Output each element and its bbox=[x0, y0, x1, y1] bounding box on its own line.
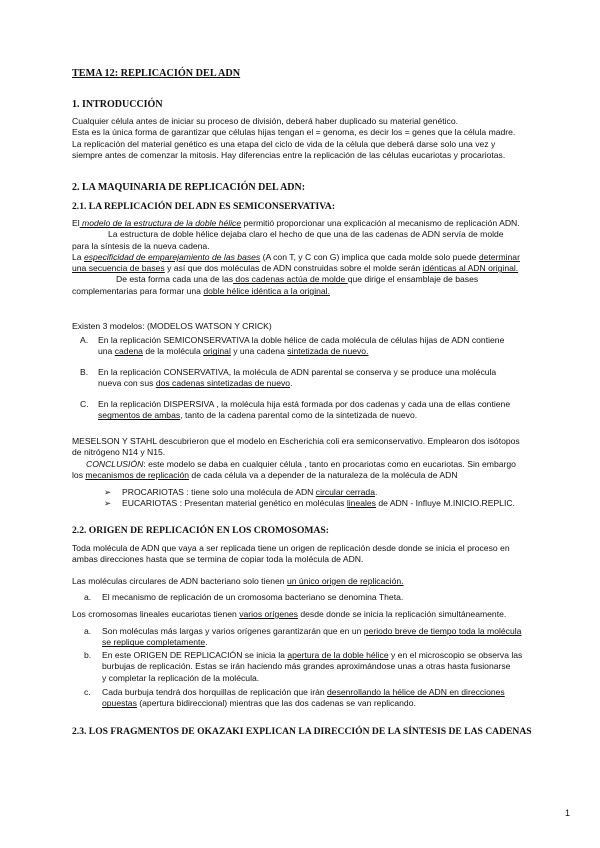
section-1-heading: 1. INTRODUCCIÓN bbox=[72, 99, 163, 110]
paragraph-line: una secuencia de bases y así que dos moléculas de ADN construidas sobre el molde serán idénticas al ADN original. bbox=[72, 263, 519, 274]
meselson-paragraph: MESELSON Y STAHL descubrieron que el modelo en Escherichia coli era semiconservativo. Emplearon dos isótopos de nitrógeno N14 y N15. CONCLUSIÓN: este modelo se daba en cualquier célula , tanto en procariotas como en eucariotas. Sin embargo los mecanismos de replicación de cada célula va a depender de la naturaleza de la molécula de ADN bbox=[72, 436, 520, 480]
document-title: TEMA 12: REPLICACIÓN DEL ADN bbox=[72, 68, 241, 79]
origin-item-c: c. Cada burbuja tendrá dos horquillas de replicación que irán desenrollando la hélice de ADN en direcciones opuestas (apertura bidireccional) mientras que las dos cadenas se van replicando. bbox=[84, 687, 505, 709]
section-2-3-heading: 2.3. LOS FRAGMENTOS DE OKAZAKI EXPLICAN LA DIRECCIÓN DE LA SÍNTESIS DE LAS CADENAS bbox=[72, 726, 532, 737]
page-number: 1 bbox=[564, 808, 570, 818]
paragraph-line: para la síntesis de la nueva cadena. bbox=[72, 240, 210, 251]
paragraph-line: complementarias para formar una doble hélice idéntica a la original. bbox=[72, 285, 330, 296]
intro-line: Cualquier célula antes de iniciar su proceso de división, deberá haber duplicado su material genético. bbox=[72, 116, 458, 126]
section-2-1-heading: 2.1. LA REPLICACIÓN DEL ADN ES SEMICONSERVATIVA: bbox=[72, 201, 336, 212]
paragraph-line: El modelo de la estructura de la doble hélice permitió proporcionar una explicación al mecanismo de replicación ADN. bbox=[72, 218, 520, 228]
circular-dna-line: Las moléculas circulares de ADN bacteriano solo tienen un único origen de replicación. bbox=[72, 576, 404, 586]
paragraph-line: De esta forma cada una de las dos cadenas actúa de molde que dirige el ensamblaje de bases bbox=[116, 274, 479, 285]
bullet-item: ➢ EUCARIOTAS : Presentan material genético en moléculas lineales de ADN - Influye M.INICIO.REPLIC. bbox=[104, 498, 515, 509]
section-2-1-body bbox=[72, 218, 544, 297]
origin-item-a: a. Son moléculas más largas y varios orígenes garantizarán que en un periodo breve de tiempo toda la molécula se replique completamente. bbox=[84, 626, 522, 648]
bullet-list bbox=[104, 487, 544, 510]
section-2-2-body: Toda molécula de ADN que vaya a ser replicada tiene un origen de replicación desde donde se inicia el proceso en ambas direcciones hasta que se termina de copiar toda la molécula de ADN. bbox=[72, 543, 510, 565]
section-2-heading: 2. LA MAQUINARIA DE REPLICACIÓN DEL ADN: bbox=[72, 182, 306, 193]
intro-line: La replicación del material genético es una etapa del ciclo de vida de la célula que deberá darse solo una vez y bbox=[72, 138, 496, 149]
section-1-body bbox=[72, 116, 542, 161]
section-2-2-heading: 2.2. ORIGEN DE REPLICACIÓN EN LOS CROMOSOMAS: bbox=[72, 525, 329, 536]
intro-line: siempre antes de comenzar la mitosis. Hay diferencias entre la replicación de las células eucariotas y procariotas. bbox=[72, 149, 506, 160]
model-item-c: C. En la replicación DISPERSIVA , la molécula hija está formada por dos cadenas y cada una de ellas contiene segmentos de ambas, tanto de la cadena parental como de la sintetizada de nuevo. bbox=[80, 399, 511, 421]
paragraph-line: La estructura de doble hélice dejaba claro el hecho de que una de las cadenas de ADN servía de molde bbox=[108, 229, 504, 240]
theta-item: a. El mecanismo de replicación de un cromosoma bacteriano se denomina Theta. bbox=[84, 592, 404, 602]
model-item-a: A. En la replicación SEMICONSERVATIVA la doble hélice de cada molécula de células hijas de ADN contiene una cadena de la molécula original y una cadena sintetizada de nuevo. bbox=[80, 335, 505, 357]
bullet-item: ➢ PROCARIOTAS : tiene solo una molécula de ADN circular cerrada. bbox=[104, 487, 378, 497]
models-intro: Existen 3 modelos: (MODELOS WATSON Y CRICK) bbox=[72, 321, 272, 331]
paragraph-line: La especificidad de emparejamiento de las bases (A con T, y C con G) implica que cada molde solo puede determinar bbox=[72, 251, 520, 262]
model-item-b: B. En la replicación CONSERVATIVA, la molécula de ADN parental se conserva y se produce una molécula nueva con sus dos cadenas sintetizadas de nuevo. bbox=[80, 367, 497, 389]
intro-line: Esta es la única forma de garantizar que células hijas tengan el = genoma, es decir los = genes que la célula madre. bbox=[72, 127, 516, 138]
origin-item-b: b. En este ORIGEN DE REPLICACIÓN se inicia la apertura de la doble hélice y en el microscopio se observa las burbujas de replicación. Estas se irán haciendo más grandes aproximándose unas a otras hasta fusionarse y completar la replicación de la molécula. bbox=[84, 650, 523, 683]
linear-dna-line: Los cromosomas lineales eucariotas tienen varios orígenes desde donde se inicia la replicación simultáneamente. bbox=[72, 609, 507, 619]
